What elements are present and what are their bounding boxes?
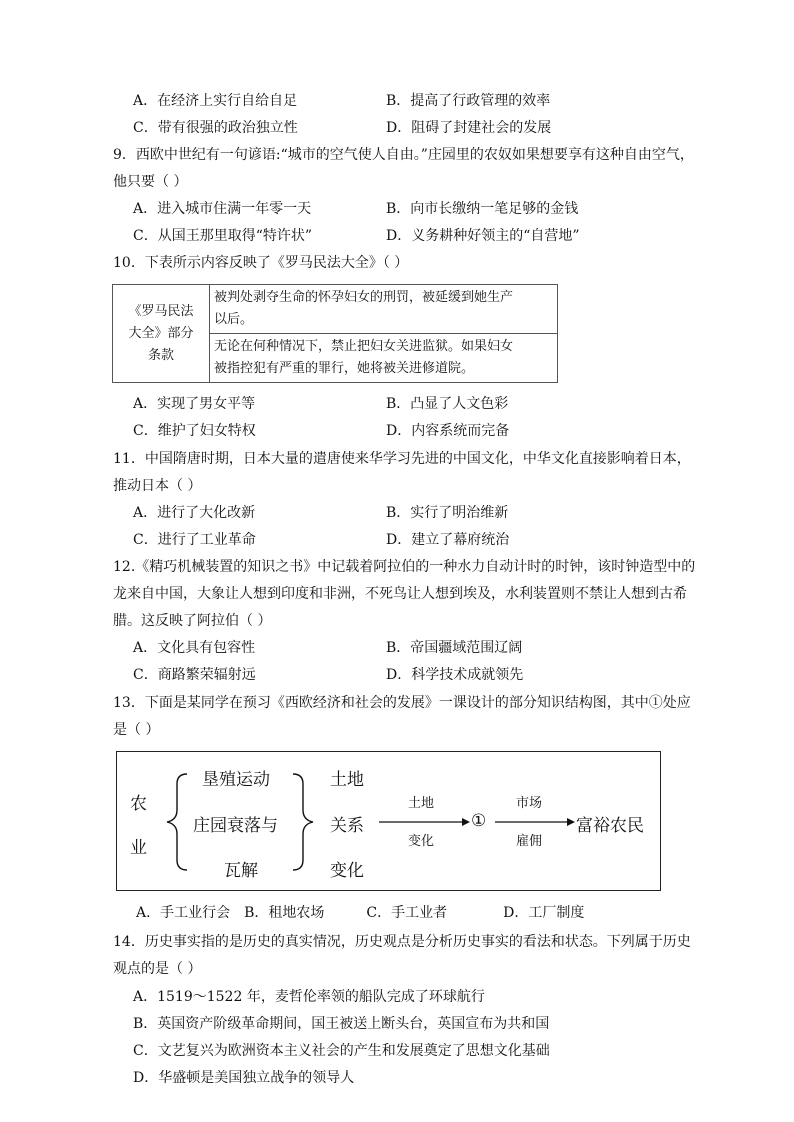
- q12-stem-line3: 腊。这反映了阿拉伯（ ）: [113, 613, 272, 629]
- q10-row2-line1: 无论在何种情况下，禁止把妇女关进监狱。如果妇女: [214, 339, 514, 354]
- q14-option-a: A．1519～1522 年，麦哲伦率领的船队完成了环球航行: [133, 989, 485, 1005]
- q9-stem-line1: 9．西欧中世纪有一句谚语:“城市的空气使人自由。”庄园里的农奴如果想要享有这种自由空气，: [113, 147, 694, 163]
- arrow-1-head: [462, 818, 470, 826]
- q11-option-d: D．建立了幕府统治: [386, 532, 510, 548]
- q10-option-b: B．凸显了人文色彩: [386, 396, 509, 412]
- q13-structure-diagram: [116, 751, 661, 891]
- q9-option-c: C．从国王那里取得“特许状”: [133, 228, 313, 244]
- q10-table-row2: [210, 334, 558, 383]
- diagram-result: 富裕农民: [576, 816, 644, 836]
- q11-option-b: B．实行了明治维新: [386, 505, 509, 521]
- diagram-circle-one: ①: [471, 811, 487, 831]
- q10-table-label-line3: 条款: [147, 347, 174, 363]
- diagram-ye: 业: [130, 838, 147, 858]
- diagram-item-wajie: 瓦解: [224, 861, 258, 881]
- q11-option-c: C．进行了工业革命: [133, 532, 256, 548]
- q10-option-a: A．实现了男女平等: [133, 396, 256, 412]
- q9-option-d: D．义务耕种好领主的“自营地”: [386, 228, 580, 244]
- q13-stem-line2: 是（ ）: [113, 722, 160, 738]
- q11-stem-line2: 推动日本（ ）: [113, 478, 202, 494]
- q8-option-b: B．提高了行政管理的效率: [386, 93, 551, 109]
- left-brace: [167, 774, 187, 870]
- q11-option-a: A．进行了大化改新: [133, 505, 256, 521]
- diagram-arrow2-top: 市场: [516, 796, 543, 811]
- right-brace: [293, 774, 313, 870]
- q12-stem-line2: 龙来自中国，大象让人想到印度和非洲，不死鸟让人想到埃及，水利装置则不禁让人想到古希: [113, 586, 687, 602]
- q8-option-c: C．带有很强的政治独立性: [133, 120, 298, 136]
- diagram-col-guanxi: 关系: [330, 816, 364, 836]
- arrow-2-head: [567, 818, 575, 826]
- q12-stem-line1: 12.《精巧机械装置的知识之书》中记载着阿拉伯的一种水力自动计时的时钟，该时钟造型中的: [113, 559, 696, 575]
- q14-stem-line2: 观点的是（ ）: [113, 961, 202, 977]
- q9-option-a: A．进入城市住满一年零一天: [133, 201, 312, 217]
- q10-row1-line1: 被判处剥夺生命的怀孕妇女的刑罚，被延缓到她生产: [214, 290, 514, 305]
- q13-options: A．手工业行会 B．租地农场 C．手工业者 D．工厂制度: [136, 905, 585, 921]
- q13-stem-line1: 13．下面是某同学在预习《西欧经济和社会的发展》一课设计的部分知识结构图，其中①处应: [113, 695, 691, 711]
- q10-stem: 10．下表所示内容反映了《罗马民法大全》（ ）: [113, 255, 409, 271]
- q12-option-c: C．商路繁荣辐射远: [133, 667, 256, 683]
- q10-table-label-line2: 大全》部分: [128, 325, 194, 341]
- q10-table-label: [113, 285, 210, 383]
- q12-option-b: B．帝国疆域范围辽阔: [386, 640, 523, 656]
- q14-option-d: D．华盛顿是美国独立战争的领导人: [133, 1070, 355, 1086]
- q10-table: [112, 284, 558, 383]
- q10-row2-line2: 被指控犯有严重的罪行，她将被关进修道院。: [214, 361, 475, 376]
- q11-stem-line1: 11．中国隋唐时期，日本大量的遣唐使来华学习先进的中国文化，中华文化直接影响着日本，: [113, 451, 691, 467]
- q9-option-b: B．向市长缴纳一笔足够的金钱: [386, 201, 579, 217]
- diagram-arrow2-bottom: 雇佣: [516, 834, 543, 849]
- q10-table-label-line1: 《罗马民法: [128, 303, 194, 319]
- diagram-arrow1-top: 土地: [408, 796, 435, 811]
- q14-stem-line1: 14．历史事实指的是历史的真实情况，历史观点是分析历史事实的看法和状态。下列属于历史: [113, 934, 691, 950]
- q10-option-d: D．内容系统而完备: [386, 423, 510, 439]
- q9-stem-line2: 他只要（ ）: [113, 174, 188, 190]
- q14-option-b: B．英国资产阶级革命期间，国王被送上断头台，英国宣布为共和国: [133, 1016, 550, 1032]
- diagram-col-tudi: 土地: [330, 770, 364, 790]
- q10-table-row1: [210, 285, 558, 334]
- q8-option-a: A．在经济上实行自给自足: [133, 93, 298, 109]
- diagram-item-kenzhi: 垦殖运动: [202, 770, 270, 790]
- q12-option-d: D．科学技术成就领先: [386, 667, 524, 683]
- q10-option-c: C．维护了妇女特权: [133, 423, 256, 439]
- q8-option-d: D．阻碍了封建社会的发展: [386, 120, 552, 136]
- q10-row1-line2: 以后。: [214, 312, 254, 327]
- diagram-col-bianhua: 变化: [330, 861, 364, 881]
- diagram-arrow1-bottom: 变化: [408, 834, 435, 849]
- diagram-item-zhuangyuan: 庄园衰落与: [193, 816, 278, 836]
- q12-option-a: A．文化具有包容性: [133, 640, 256, 656]
- diagram-nong: 农: [130, 794, 147, 814]
- q14-option-c: C．文艺复兴为欧洲资本主义社会的产生和发展奠定了思想文化基础: [133, 1043, 550, 1059]
